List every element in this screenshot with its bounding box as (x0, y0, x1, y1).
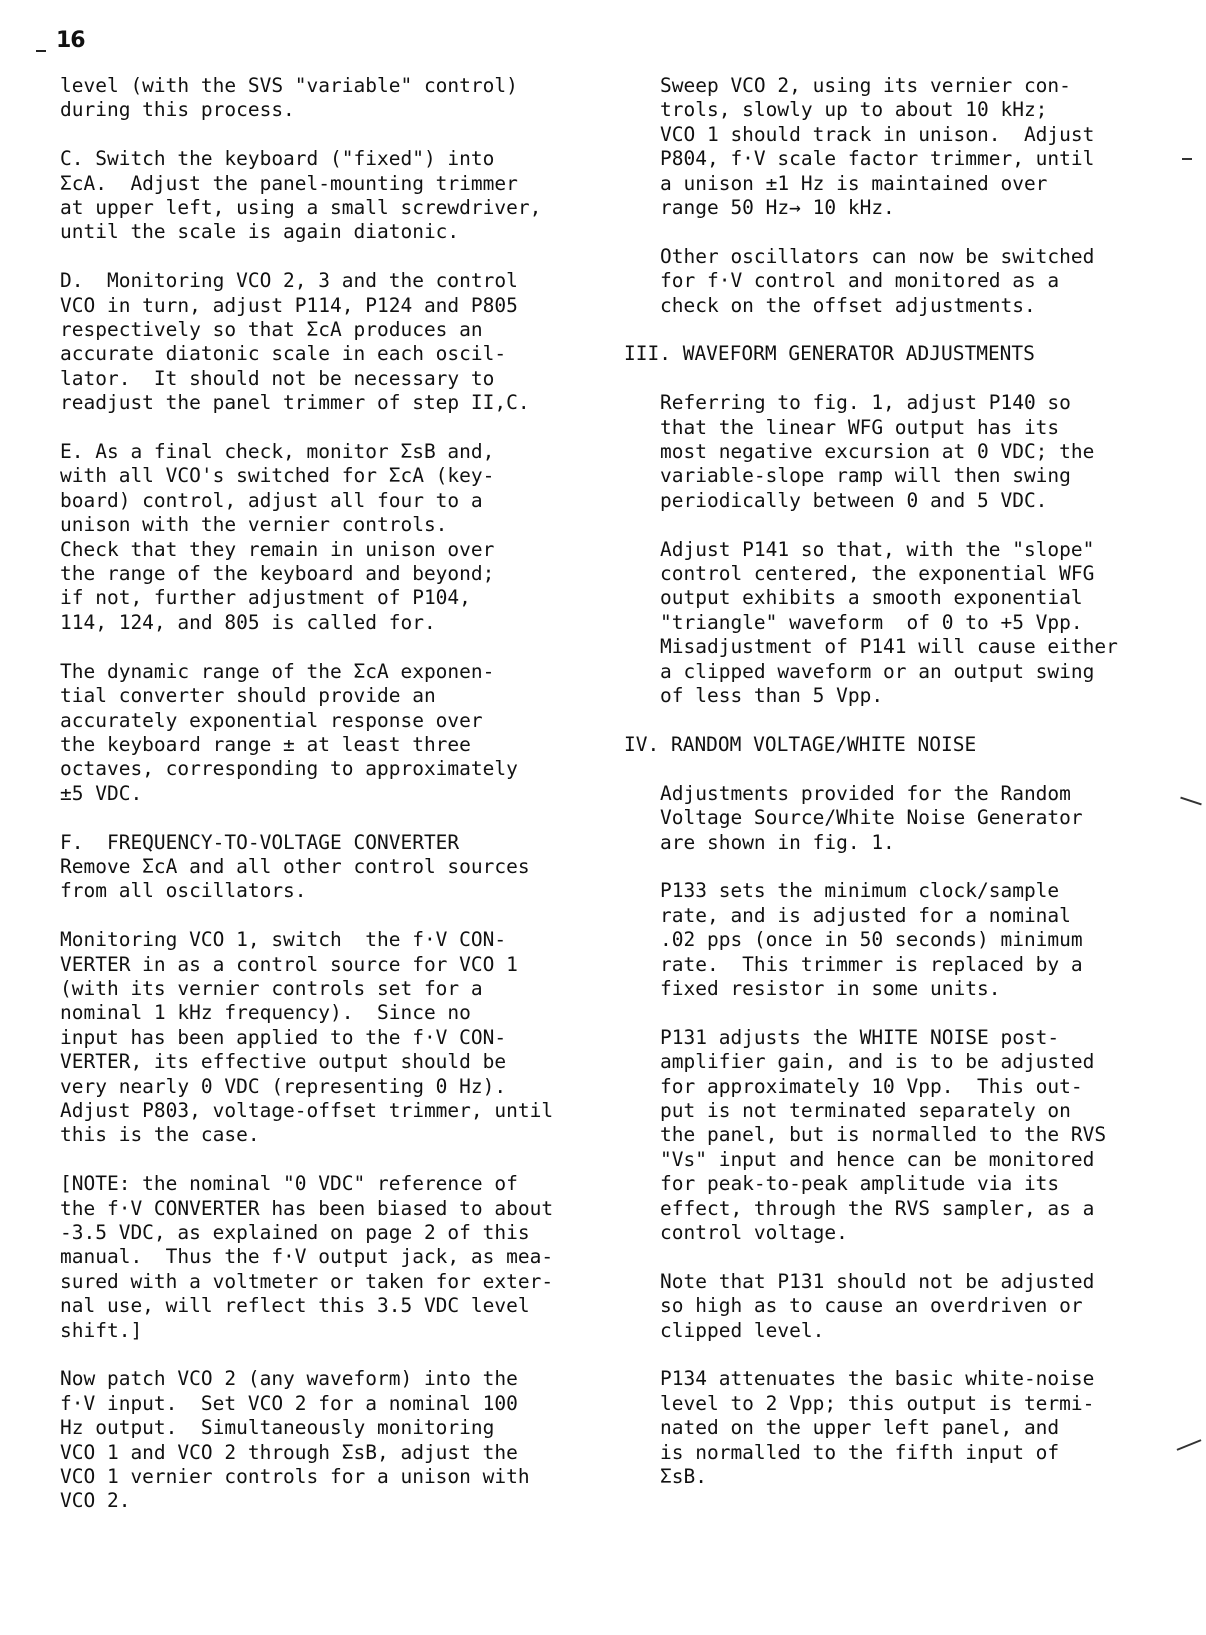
scan-mark (1180, 797, 1202, 806)
paragraph-step-e: E. As a final check, monitor ΣsB and, with all VCO's switched for ΣcA (key- board) control, adjust all four to a unison with the vernier controls. Check that they remain in unison over the range of the keyboard and beyond; if not, further adjustment of P104, 114, 124, and 805 is called for. (60, 440, 495, 634)
scan-mark (1182, 158, 1192, 160)
paragraph-step-f: F. FREQUENCY-TO-VOLTAGE CONVERTER Remove ΣcA and all other control sources from all oscillators. (60, 830, 530, 903)
paragraph-adjustments: Adjustments provided for the Random Voltage Source/White Noise Generator are shown in fig. 1. (660, 781, 1083, 854)
paragraph-monitor-vco1: Monitoring VCO 1, switch the f·V CON- VERTER in as a control source for VCO 1 (with its vernier controls set for a nominal 1 kHz frequency). Since no input has been applied to the f·V CON- VERTER, its effective output should be very nearly 0 VDC (representing 0 Hz). Adjust P803, voltage-offset trimmer, until this is the case. (60, 928, 554, 1147)
paragraph-svs-level: level (with the SVS "variable" control) during this process. (60, 74, 518, 122)
paragraph-other-oscillators: Other oscillators can now be switched for f·V control and monitored as a check on the offset adjustments. (660, 244, 1095, 317)
paragraph-dynamic-range: The dynamic range of the ΣcA exponen- tial converter should provide an accurately exponential response over the keyboard range ± at least three octaves, corresponding to approximately ±5 VDC. (60, 659, 518, 805)
scan-mark (1177, 1439, 1202, 1451)
paragraph-step-d: D. Monitoring VCO 2, 3 and the control VCO in turn, adjust P114, P124 and P805 respectively so that ΣcA produces an accurate diatonic scale in each oscil- lator. It should not be necessary to readjust the panel trimmer of step II,C. (60, 269, 530, 415)
paragraph-p140: Referring to fig. 1, adjust P140 so that the linear WFG output has its most negative excursion at 0 VDC; the variable-slope ramp will then swing periodically between 0 and 5 VDC. (660, 391, 1095, 512)
page-number: 16 (56, 28, 85, 53)
paragraph-p133: P133 sets the minimum clock/sample rate, and is adjusted for a nominal .02 pps (once in 50 seconds) minimum rate. This trimmer is replaced by a fixed resistor in some units. (660, 879, 1083, 1000)
paragraph-p134: P134 attenuates the basic white-noise level to 2 Vpp; this output is termi- nated on the upper left panel, and is normalled to the fifth input of ΣsB. (660, 1367, 1095, 1488)
section-heading-random-voltage: IV. RANDOM VOLTAGE/WHITE NOISE (624, 732, 977, 756)
paragraph-step-c: C. Switch the keyboard ("fixed") into ΣcA. Adjust the panel-mounting trimmer at upper left, using a small screwdriver, until the scale is again diatonic. (60, 147, 542, 244)
paragraph-p131-note: Note that P131 should not be adjusted so high as to cause an overdriven or clipped level. (660, 1269, 1095, 1342)
paragraph-p131: P131 adjusts the WHITE NOISE post- amplifier gain, and is to be adjusted for approximately 10 Vpp. This out- put is not terminated separately on the panel, but is normalled to the RVS "Vs" input and hence can be monitored for peak-to-peak amplitude via its effect, through the RVS sampler, as a control voltage. (660, 1025, 1107, 1244)
paragraph-sweep-vco2: Sweep VCO 2, using its vernier con- trols, slowly up to about 10 kHz; VCO 1 should track in unison. Adjust P804, f·V scale factor trimmer, until a unison ±1 Hz is maintained over range 50 Hz→ 10 kHz. (660, 74, 1095, 220)
paragraph-note: [NOTE: the nominal "0 VDC" reference of the f·V CONVERTER has been biased to about -3.5 VDC, as explained on page 2 of this manual. Thus the f·V output jack, as mea- sured with a voltmeter or taken for exter- nal use, will reflect this 3.5 VDC level shift.] (60, 1172, 554, 1342)
paragraph-patch-vco2: Now patch VCO 2 (any waveform) into the f·V input. Set VCO 2 for a nominal 100 Hz output. Simultaneously monitoring VCO 1 and VCO 2 through ΣsB, adjust the VCO 1 vernier controls for a unison with VCO 2. (60, 1367, 530, 1513)
section-heading-waveform: III. WAVEFORM GENERATOR ADJUSTMENTS (624, 342, 1035, 366)
left-column (60, 74, 590, 1538)
right-column (624, 74, 1154, 1514)
paragraph-p141: Adjust P141 so that, with the "slope" control centered, the exponential WFG output exhibits a smooth exponential "triangle" waveform of 0 to +5 Vpp. Misadjustment of P141 will cause either a clipped waveform or an output swing of less than 5 Vpp. (660, 537, 1118, 708)
